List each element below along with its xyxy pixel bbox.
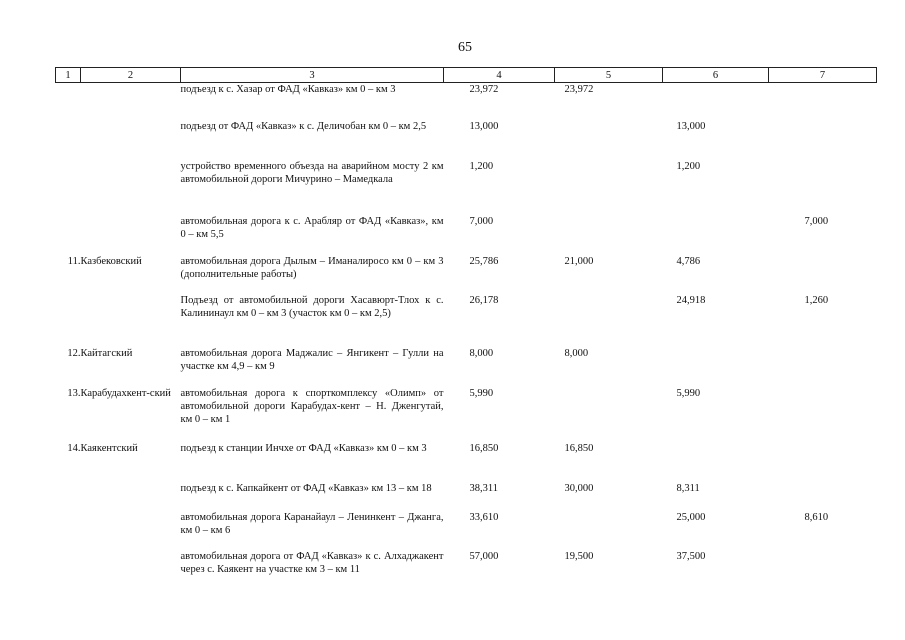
value-col-7 bbox=[769, 387, 877, 442]
row-number-text: 14. bbox=[67, 442, 81, 454]
district-name bbox=[81, 511, 181, 550]
value-col-7 bbox=[769, 511, 877, 550]
header-col-5: 5 bbox=[555, 68, 663, 83]
row-number-text: 13. bbox=[67, 387, 81, 399]
value-col-7 bbox=[769, 294, 877, 347]
row-number bbox=[56, 387, 81, 442]
road-description bbox=[181, 255, 444, 294]
road-description-text: автомобильная дорога Каранайаул – Ленинкент – Джанга, км 0 – км 6 bbox=[180, 511, 444, 536]
road-description-text: устройство временного объезда на аварийном мосту 2 км автомобильной дороги Мичурино – Мамедкала bbox=[180, 160, 444, 185]
district-name bbox=[81, 550, 181, 596]
row-number bbox=[56, 550, 81, 596]
value-col-5 bbox=[555, 255, 663, 294]
value-col-7 bbox=[769, 83, 877, 120]
value-col-4 bbox=[444, 387, 555, 442]
value-col-6-text: 25,000 bbox=[676, 511, 706, 523]
value-col-4 bbox=[444, 120, 555, 160]
value-col-6 bbox=[663, 120, 769, 160]
road-description-text: автомобильная дорога Дылым – Иманалиросо км 0 – км 3 (дополнительные работы) bbox=[180, 255, 444, 280]
value-col-4 bbox=[444, 511, 555, 550]
road-description bbox=[181, 120, 444, 160]
value-col-5-text: 8,000 bbox=[564, 347, 589, 359]
road-description bbox=[181, 482, 444, 511]
road-description bbox=[181, 83, 444, 120]
district-name bbox=[81, 294, 181, 347]
value-col-7 bbox=[769, 160, 877, 215]
table-body bbox=[56, 83, 877, 596]
value-col-7 bbox=[769, 255, 877, 294]
district-name-text: Казбековский bbox=[80, 255, 142, 267]
value-col-7 bbox=[769, 442, 877, 482]
value-col-4-text: 38,311 bbox=[469, 482, 498, 494]
value-col-5-text: 30,000 bbox=[564, 482, 594, 494]
row-number bbox=[56, 255, 81, 294]
value-col-4-text: 33,610 bbox=[469, 511, 499, 523]
value-col-4-text: 8,000 bbox=[469, 347, 494, 359]
table-row bbox=[56, 442, 877, 482]
value-col-5 bbox=[555, 482, 663, 511]
road-description bbox=[181, 511, 444, 550]
header-col-4: 4 bbox=[444, 68, 555, 83]
row-number bbox=[56, 215, 81, 255]
value-col-6-text: 37,500 bbox=[676, 550, 706, 562]
value-col-4 bbox=[444, 160, 555, 215]
table-row bbox=[56, 215, 877, 255]
value-col-4 bbox=[444, 83, 555, 120]
road-description bbox=[181, 550, 444, 596]
road-description bbox=[181, 347, 444, 387]
value-col-4-text: 57,000 bbox=[469, 550, 499, 562]
table-row bbox=[56, 160, 877, 215]
value-col-4 bbox=[444, 482, 555, 511]
value-col-5-text: 21,000 bbox=[564, 255, 594, 267]
value-col-6 bbox=[663, 347, 769, 387]
district-name bbox=[81, 83, 181, 120]
table-row bbox=[56, 387, 877, 442]
road-works-table bbox=[55, 67, 877, 596]
value-col-6-text: 24,918 bbox=[676, 294, 706, 306]
value-col-5-text: 19,500 bbox=[564, 550, 594, 562]
value-col-7 bbox=[769, 347, 877, 387]
value-col-7 bbox=[769, 120, 877, 160]
value-col-7 bbox=[769, 482, 877, 511]
value-col-5 bbox=[555, 511, 663, 550]
header-col-1: 1 bbox=[56, 68, 81, 83]
row-number bbox=[56, 294, 81, 347]
road-description-text: автомобильная дорога от ФАД «Кавказ» к с. Алхаджакент через с. Каякент на участке км 3 – км 11 bbox=[180, 550, 444, 575]
district-name bbox=[81, 255, 181, 294]
value-col-4 bbox=[444, 215, 555, 255]
table-row bbox=[56, 482, 877, 511]
row-number bbox=[56, 83, 81, 120]
district-name bbox=[81, 215, 181, 255]
value-col-6-text: 4,786 bbox=[676, 255, 701, 267]
value-col-6 bbox=[663, 83, 769, 120]
value-col-4 bbox=[444, 442, 555, 482]
value-col-5 bbox=[555, 347, 663, 387]
value-col-5 bbox=[555, 83, 663, 120]
value-col-6-text: 5,990 bbox=[676, 387, 701, 399]
value-col-7-text: 7,000 bbox=[804, 215, 829, 227]
value-col-5 bbox=[555, 387, 663, 442]
district-name-text: Кайтагский bbox=[80, 347, 133, 359]
value-col-5-text: 16,850 bbox=[564, 442, 594, 454]
value-col-4 bbox=[444, 347, 555, 387]
header-col-7: 7 bbox=[769, 68, 877, 83]
header-row bbox=[56, 68, 877, 83]
value-col-6 bbox=[663, 387, 769, 442]
value-col-4 bbox=[444, 550, 555, 596]
value-col-6 bbox=[663, 482, 769, 511]
value-col-4-text: 7,000 bbox=[469, 215, 494, 227]
row-number bbox=[56, 482, 81, 511]
table-row bbox=[56, 550, 877, 596]
table-row bbox=[56, 511, 877, 550]
value-col-7-text: 8,610 bbox=[804, 511, 829, 523]
value-col-6 bbox=[663, 550, 769, 596]
value-col-5 bbox=[555, 120, 663, 160]
road-description-text: Подъезд от автомобильной дороги Хасавюрт-Тлох к с. Калининаул км 0 – км 3 (участок км 0 – км 2,5) bbox=[180, 294, 444, 319]
row-number-text: 12. bbox=[67, 347, 81, 359]
value-col-5 bbox=[555, 294, 663, 347]
value-col-4-text: 26,178 bbox=[469, 294, 499, 306]
road-description bbox=[181, 387, 444, 442]
row-number bbox=[56, 511, 81, 550]
value-col-6 bbox=[663, 255, 769, 294]
table-row bbox=[56, 294, 877, 347]
value-col-4 bbox=[444, 294, 555, 347]
header-col-3: 3 bbox=[181, 68, 444, 83]
road-description-text: подъезд от ФАД «Кавказ» к с. Деличобан км 0 – км 2,5 bbox=[180, 120, 427, 132]
road-description-text: автомобильная дорога к спорткомплексу «Олимп» от автомобильной дороги Карабудах-кент – Н. Дженгутай, км 0 – км 1 bbox=[180, 387, 444, 425]
district-name bbox=[81, 482, 181, 511]
value-col-5 bbox=[555, 215, 663, 255]
value-col-4-text: 25,786 bbox=[469, 255, 499, 267]
road-description-text: подъезд к с. Хазар от ФАД «Кавказ» км 0 – км 3 bbox=[180, 84, 396, 95]
table-row bbox=[56, 347, 877, 387]
district-name bbox=[81, 442, 181, 482]
header-col-6: 6 bbox=[663, 68, 769, 83]
value-col-4-text: 13,000 bbox=[469, 120, 499, 132]
road-description-text: автомобильная дорога Маджалис – Янгикент – Гулли на участке км 4,9 – км 9 bbox=[180, 347, 444, 372]
road-description-text: подъезд к станции Инчхе от ФАД «Кавказ» км 0 – км 3 bbox=[180, 442, 427, 454]
district-name bbox=[81, 347, 181, 387]
table-row bbox=[56, 255, 877, 294]
road-description bbox=[181, 160, 444, 215]
road-description-text: подъезд к с. Капкайкент от ФАД «Кавказ» км 13 – км 18 bbox=[180, 482, 432, 494]
value-col-6 bbox=[663, 215, 769, 255]
value-col-4-text: 16,850 bbox=[469, 442, 499, 454]
district-name-text: Карабудахкент-ский bbox=[80, 387, 171, 399]
header-col-2: 2 bbox=[81, 68, 181, 83]
value-col-6-text: 8,311 bbox=[676, 482, 700, 494]
value-col-6 bbox=[663, 160, 769, 215]
district-name bbox=[81, 120, 181, 160]
road-description bbox=[181, 215, 444, 255]
value-col-7 bbox=[769, 550, 877, 596]
value-col-6-text: 13,000 bbox=[676, 120, 706, 132]
value-col-6 bbox=[663, 294, 769, 347]
district-name-text: Каякентский bbox=[80, 442, 138, 454]
value-col-5-text: 23,972 bbox=[564, 84, 594, 95]
value-col-7-text: 1,260 bbox=[804, 294, 829, 306]
value-col-4 bbox=[444, 255, 555, 294]
table-row bbox=[56, 83, 877, 120]
row-number bbox=[56, 120, 81, 160]
table-row bbox=[56, 120, 877, 160]
district-name bbox=[81, 387, 181, 442]
page-number: 65 bbox=[458, 40, 472, 55]
road-description bbox=[181, 442, 444, 482]
value-col-4-text: 23,972 bbox=[469, 84, 499, 95]
district-name bbox=[81, 160, 181, 215]
row-number bbox=[56, 347, 81, 387]
row-number bbox=[56, 160, 81, 215]
road-description bbox=[181, 294, 444, 347]
value-col-6 bbox=[663, 442, 769, 482]
value-col-5 bbox=[555, 550, 663, 596]
value-col-7 bbox=[769, 215, 877, 255]
row-number-text: 11. bbox=[67, 255, 81, 267]
value-col-5 bbox=[555, 160, 663, 215]
value-col-6 bbox=[663, 511, 769, 550]
road-description-text: автомобильная дорога к с. Арабляр от ФАД «Кавказ», км 0 – км 5,5 bbox=[180, 215, 444, 240]
row-number bbox=[56, 442, 81, 482]
value-col-4-text: 1,200 bbox=[469, 160, 494, 172]
value-col-4-text: 5,990 bbox=[469, 387, 494, 399]
value-col-6-text: 1,200 bbox=[676, 160, 701, 172]
value-col-5 bbox=[555, 442, 663, 482]
